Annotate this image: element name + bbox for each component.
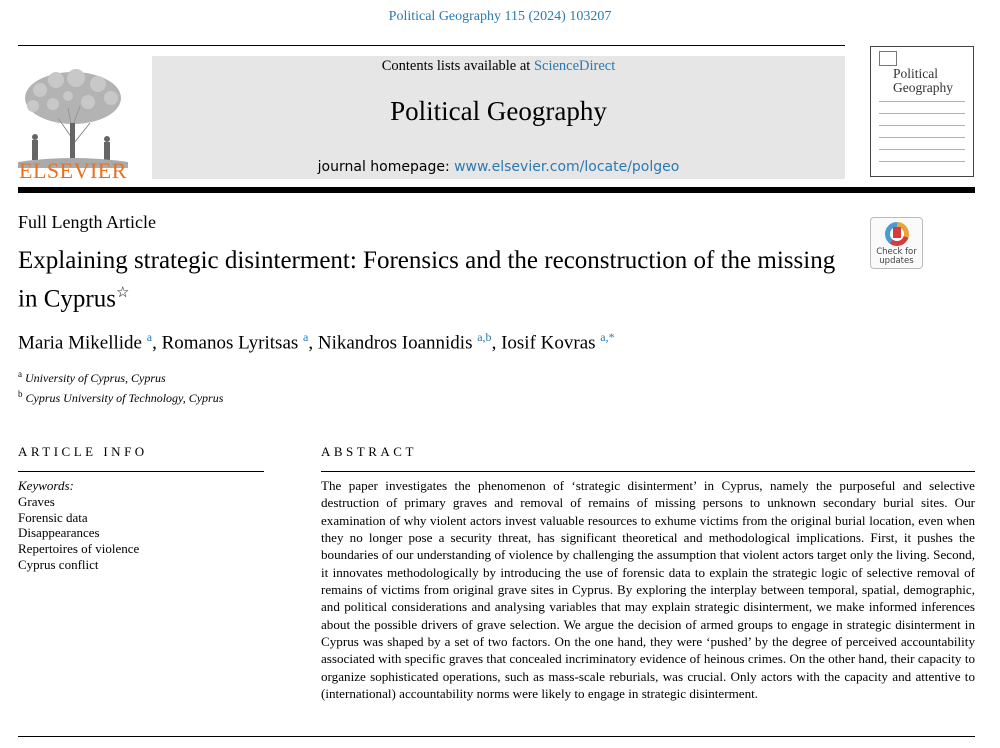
check-updates-line1: Check for: [876, 247, 917, 257]
journal-homepage-link[interactable]: www.elsevier.com/locate/polgeo: [454, 159, 680, 175]
author-name[interactable]: Iosif Kovras: [501, 332, 596, 354]
author-affil-mark[interactable]: a,*: [600, 330, 615, 344]
abstract-text: The paper investigates the phenomenon of ‘strategic disinterment’ in Cyprus, namely the purposeful and selective destruction of primary graves and removal of remains of missing persons to unknown secondary burial sites. Our examination of why violent actors invest valuable resources to exhume victims from the original burial location, even when they no longer pose a security threat, has significant theoretical and methodological implications. First, it pushes the boundaries of our understanding of violence by challenging the assumption that violent actors target only the living. Second, it innovates methodologically by introducing the use of forensic data to explain the strategic logic of selective removal of remains of victims from original grave sites in Cyprus. By exploring the interplay between temporal, spatial, demographic, and political considerations and analysing variables that may explain strategic disinterment, we make informed inferences about the possible drivers of grave selection. We argue the decision of armed groups to engage in strategic disinterment in Cyprus was shaped by a set of two factors. On the one hand, they were ‘pushed’ by the degree of perceived accountability associated with specific graves that concealed incriminatory evidence of heinous crimes. On the other hand, their capacity to organize sophisticated operations, such as mass-scale reburials, was crucial. Only actors with the capacity and attentive to (international) accountability norms were likely to engage in strategic disinterment.: [321, 478, 975, 702]
sciencedirect-link[interactable]: ScienceDirect: [533, 58, 616, 74]
cover-publisher-icon: [879, 51, 897, 66]
keywords-block: [18, 478, 139, 573]
cover-rule: [879, 125, 965, 126]
abstract-divider: [321, 471, 975, 472]
affiliations: [18, 366, 223, 406]
author-affil-mark[interactable]: a: [303, 330, 309, 344]
journal-homepage-line: [152, 159, 845, 175]
elsevier-wordmark: ELSEVIER: [19, 158, 127, 183]
keywords-label: Keywords:: [18, 478, 74, 493]
check-for-updates-badge[interactable]: [870, 217, 923, 269]
journal-reference-link[interactable]: Political Geography 115 (2024) 103207: [388, 9, 612, 24]
contents-line: [152, 58, 845, 75]
header-thick-divider: [18, 187, 975, 193]
affiliation-item: [18, 386, 223, 406]
keyword-item: Disappearances: [18, 525, 100, 541]
title-footnote-star[interactable]: ☆: [115, 285, 130, 301]
cover-rule: [879, 161, 965, 162]
author-list: Maria Mikellide $^a$, Romanos Lyritsas $^a$, Nikandros Ioannidis $^{a,b}$, Iosif Kovras $^{a,*}$: [18, 330, 615, 354]
cover-rule: [879, 113, 965, 114]
author-name[interactable]: Maria Mikellide: [18, 332, 142, 354]
cover-rule: [879, 149, 965, 150]
cover-title-line1: Political: [893, 66, 938, 81]
article-info-divider: [18, 471, 264, 472]
abstract-heading: ABSTRACT: [321, 444, 417, 459]
check-updates-line2: updates: [879, 256, 914, 266]
keyword-item: Repertoires of violence: [18, 541, 140, 557]
journal-title: Political Geography: [390, 96, 607, 126]
author-name[interactable]: Romanos Lyritsas: [161, 332, 299, 354]
bottom-divider: [18, 736, 975, 737]
affiliation-mark: b: [18, 389, 23, 399]
top-divider: [18, 45, 845, 46]
affiliation-item: [18, 366, 223, 386]
article-type: Full Length Article: [18, 212, 156, 232]
journal-cover-thumbnail[interactable]: [870, 46, 974, 177]
cover-rule: [879, 137, 965, 138]
affiliation-text: University of Cyprus, Cyprus: [25, 371, 166, 385]
cover-title-line2: Geography: [893, 80, 953, 95]
author-name[interactable]: Nikandros Ioannidis: [317, 332, 473, 354]
journal-header-box: [152, 56, 845, 179]
contents-prefix: Contents lists available at: [381, 58, 534, 74]
keyword-item: Forensic data: [18, 509, 88, 525]
affiliation-text: Cyprus University of Technology, Cyprus: [25, 391, 224, 405]
article-info-heading: ARTICLE INFO: [18, 444, 148, 459]
check-updates-label: [871, 248, 922, 266]
keyword-item: Graves: [18, 493, 55, 509]
cover-title: [893, 67, 953, 95]
homepage-prefix: journal homepage:: [317, 159, 455, 175]
cover-rule: [879, 101, 965, 102]
article-title: [18, 245, 848, 315]
article-title-text: Explaining strategic disinterment: Forensics and the reconstruction of the missing in Cyprus: [18, 247, 836, 313]
keyword-item: Cyprus conflict: [18, 556, 99, 572]
affiliation-mark: a: [18, 369, 22, 379]
author-affil-mark[interactable]: a,b: [477, 330, 492, 344]
author-affil-mark[interactable]: a: [146, 330, 153, 344]
bookmark-icon: [893, 227, 901, 238]
